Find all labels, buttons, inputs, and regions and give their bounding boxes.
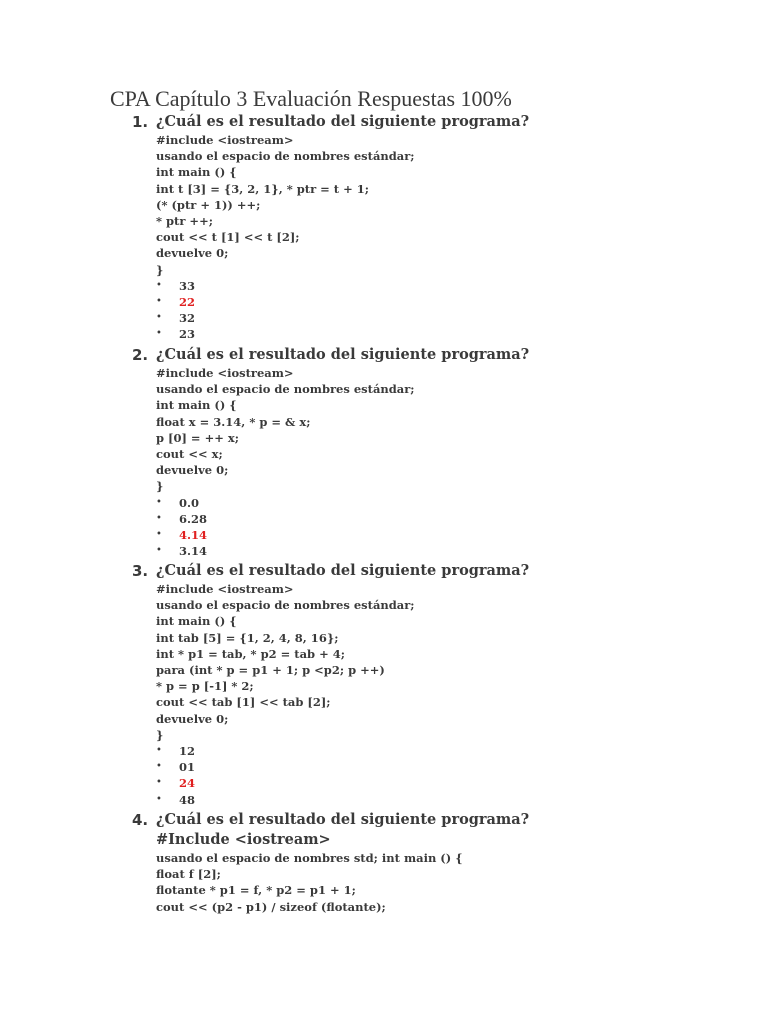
- code-block: [156, 365, 768, 495]
- option-text: 32: [179, 311, 196, 326]
- bullet-icon: •: [156, 545, 162, 557]
- code-line: usando el espacio de nombres estándar;: [156, 149, 415, 164]
- code-line: devuelve 0;: [156, 463, 229, 478]
- question-3: [0, 561, 768, 808]
- bullet-icon: •: [156, 745, 162, 757]
- question-text: ¿Cuál es el resultado del siguiente programa?: [156, 562, 530, 579]
- code-line: #include <iostream>: [156, 582, 294, 596]
- code-line: usando el espacio de nombres estándar;: [156, 598, 415, 613]
- code-line: float x = 3.14, * p = & x;: [156, 414, 311, 429]
- answer-option-correct: [0, 294, 768, 310]
- answer-option-correct: [0, 527, 768, 543]
- option-text-correct: 22: [179, 295, 196, 310]
- answer-option: [0, 743, 768, 759]
- code-line: int * p1 = tab, * p2 = tab + 4;: [156, 646, 345, 661]
- code-line: }: [156, 727, 164, 742]
- answer-options: [0, 278, 768, 343]
- option-text: 0.0: [179, 495, 200, 510]
- code-line: }: [156, 262, 164, 277]
- code-line: int main () {: [156, 165, 237, 180]
- code-line: int main () {: [156, 398, 237, 413]
- code-block: [156, 132, 768, 278]
- code-block: [156, 850, 768, 915]
- option-text: 01: [179, 760, 196, 775]
- question-2: [0, 345, 768, 559]
- bullet-icon: •: [156, 496, 162, 508]
- code-line: * p = p [-1] * 2;: [156, 679, 254, 694]
- answer-option: [0, 792, 768, 808]
- code-line: cout << tab [1] << tab [2];: [156, 695, 331, 710]
- bullet-icon: •: [156, 312, 162, 324]
- question-header: [0, 810, 768, 850]
- answer-option: [0, 543, 768, 559]
- code-block: [156, 581, 768, 743]
- code-line: flotante * p1 = f, * p2 = p1 + 1;: [156, 883, 356, 898]
- question-header: [0, 112, 768, 132]
- code-line: cout << t [1] << t [2];: [156, 230, 300, 245]
- question-header: [0, 561, 768, 581]
- code-line: #include <iostream>: [156, 133, 294, 147]
- code-line: p [0] = ++ x;: [156, 430, 239, 445]
- question-1: [0, 112, 768, 343]
- bullet-icon: •: [156, 512, 162, 524]
- code-line: usando el espacio de nombres estándar;: [156, 382, 415, 397]
- code-line: * ptr ++;: [156, 214, 213, 229]
- document-title: CPA Capítulo 3 Evaluación Respuestas 100%: [110, 86, 512, 111]
- answer-option: [0, 326, 768, 342]
- question-number: 4.: [132, 811, 149, 829]
- bullet-icon: •: [156, 777, 162, 789]
- option-text: 3.14: [179, 544, 208, 559]
- answer-option: [0, 495, 768, 511]
- answer-option-correct: [0, 775, 768, 791]
- answer-options: [0, 743, 768, 808]
- option-text: 48: [179, 792, 196, 807]
- answer-option: [0, 759, 768, 775]
- code-line: cout << (p2 - p1) / sizeof (flotante);: [156, 899, 386, 914]
- code-line: usando el espacio de nombres std; int main () {: [156, 851, 463, 865]
- code-line: int tab [5] = {1, 2, 4, 8, 16};: [156, 630, 339, 645]
- answer-option: [0, 278, 768, 294]
- bullet-icon: •: [156, 328, 162, 340]
- bullet-icon: •: [156, 761, 162, 773]
- answer-option: [0, 511, 768, 527]
- code-line: int main () {: [156, 614, 237, 629]
- option-text: 33: [179, 278, 196, 293]
- bullet-icon: •: [156, 296, 162, 308]
- option-text-correct: 4.14: [179, 528, 208, 542]
- question-number: 2.: [132, 346, 149, 364]
- bullet-icon: •: [156, 793, 162, 805]
- question-text: ¿Cuál es el resultado del siguiente programa? #Include <iostream>: [156, 811, 530, 848]
- code-line: para (int * p = p1 + 1; p <p2; p ++): [156, 663, 385, 678]
- code-line: #include <iostream>: [156, 366, 294, 380]
- option-text: 12: [179, 744, 196, 759]
- code-line: }: [156, 479, 164, 494]
- question-header: [0, 345, 768, 365]
- question-text: ¿Cuál es el resultado del siguiente programa?: [156, 113, 530, 130]
- code-line: int t [3] = {3, 2, 1}, * ptr = t + 1;: [156, 181, 369, 196]
- question-text: ¿Cuál es el resultado del siguiente programa?: [156, 346, 530, 363]
- code-line: float f [2];: [156, 867, 221, 882]
- option-text: 6.28: [179, 511, 208, 526]
- option-text-correct: 24: [179, 776, 196, 791]
- answer-option: [0, 310, 768, 326]
- code-line: devuelve 0;: [156, 711, 229, 726]
- question-number: 1.: [132, 113, 149, 131]
- code-line: devuelve 0;: [156, 246, 229, 261]
- question-number: 3.: [132, 562, 149, 580]
- code-line: cout << x;: [156, 447, 223, 462]
- question-4: [0, 810, 768, 915]
- bullet-icon: •: [156, 279, 162, 291]
- code-line: (* (ptr + 1)) ++;: [156, 197, 261, 212]
- bullet-icon: •: [156, 529, 162, 540]
- answer-options: [0, 495, 768, 560]
- option-text: 23: [179, 327, 196, 342]
